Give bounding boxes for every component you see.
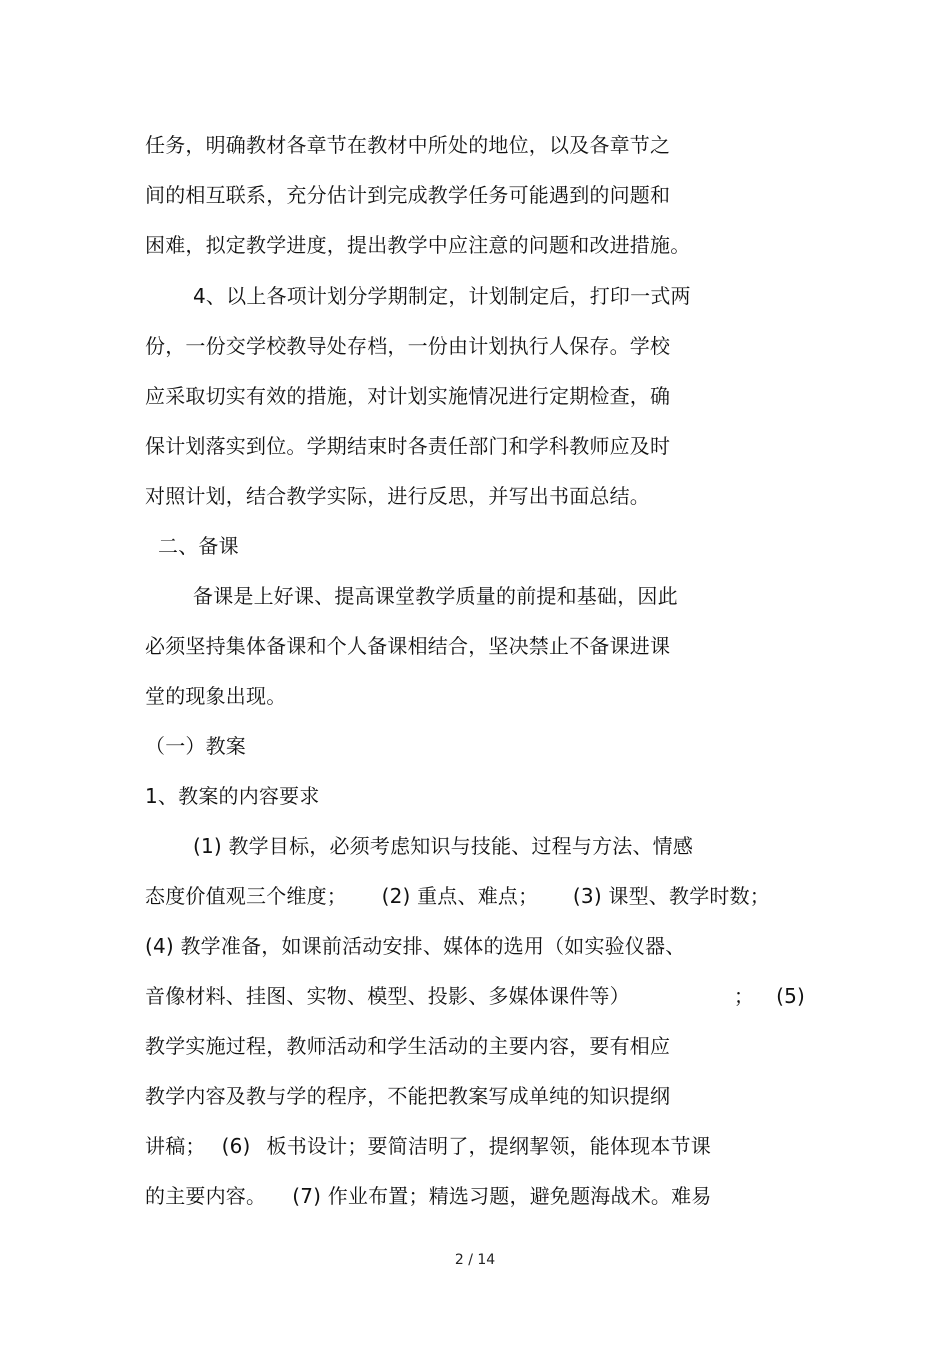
line-segment: (7) 作业布置；精选习题，避免题海战术。难易 (292, 1184, 712, 1208)
paragraph-line: 堂的现象出现。 (145, 684, 287, 708)
paragraph-line: 困难，拟定教学进度，提出教学中应注意的问题和改进措施。 (145, 233, 691, 257)
paragraph-line: (1) 教学目标，必须考虑知识与技能、过程与方法、情感 (193, 834, 694, 858)
line-segment: 音像材料、挂图、实物、模型、投影、多媒体课件等） (145, 984, 630, 1008)
page-separator: / (468, 1252, 473, 1268)
paragraph-line (145, 1182, 712, 1210)
paragraph-line: 备课是上好课、提高课堂教学质量的前提和基础，因此 (193, 584, 678, 608)
subsection-heading: （一）教案 (145, 734, 246, 758)
paragraph-line: 任务，明确教材各章节在教材中所处的地位，以及各章节之 (145, 133, 671, 157)
paragraph-line: 4、以上各项计划分学期制定，计划制定后，打印一式两 (193, 284, 691, 308)
line-segment: (2) 重点、难点； (381, 884, 539, 908)
line-segment: 态度价值观三个维度； (145, 884, 347, 908)
line-segment: (5) (776, 984, 805, 1008)
paragraph-line: 保计划落实到位。学期结束时各责任部门和学科教师应及时 (145, 434, 671, 458)
current-page: 2 (454, 1252, 464, 1268)
paragraph-line: 教学实施过程，教师活动和学生活动的主要内容，要有相应 (145, 1034, 671, 1058)
total-pages: 14 (477, 1252, 496, 1268)
paragraph-line: 必须坚持集体备课和个人备课相结合，坚决禁止不备课进课 (145, 634, 671, 658)
paragraph-line: 应采取切实有效的措施，对计划实施情况进行定期检查，确 (145, 384, 671, 408)
line-segment: (3) 课型、教学时数； (572, 884, 770, 908)
page-number (0, 1250, 950, 1270)
line-segment: (6) (221, 1134, 251, 1158)
paragraph-line: 份，一份交学校教导处存档，一份由计划执行人保存。学校 (145, 334, 671, 358)
paragraph-line (145, 882, 770, 910)
line-segment: ； (733, 984, 755, 1008)
paragraph-line: 教学内容及教与学的程序，不能把教案写成单纯的知识提纲 (145, 1084, 671, 1108)
paragraph-line: (4) 教学准备，如课前活动安排、媒体的选用（如实验仪器、 (145, 934, 686, 958)
line-segment: 讲稿； (145, 1134, 206, 1158)
paragraph-line (145, 1132, 711, 1160)
paragraph-line (145, 982, 805, 1010)
line-segment: 板书设计；要简洁明了，提纲挈领，能体现本节课 (266, 1134, 711, 1158)
paragraph-line: 对照计划，结合教学实际，进行反思，并写出书面总结。 (145, 484, 650, 508)
item-heading: 1、教案的内容要求 (145, 784, 320, 808)
paragraph-line: 间的相互联系，充分估计到完成教学任务可能遇到的问题和 (145, 183, 671, 207)
line-segment: 的主要内容。 (145, 1184, 267, 1208)
section-heading: 二、备课 (158, 534, 239, 558)
